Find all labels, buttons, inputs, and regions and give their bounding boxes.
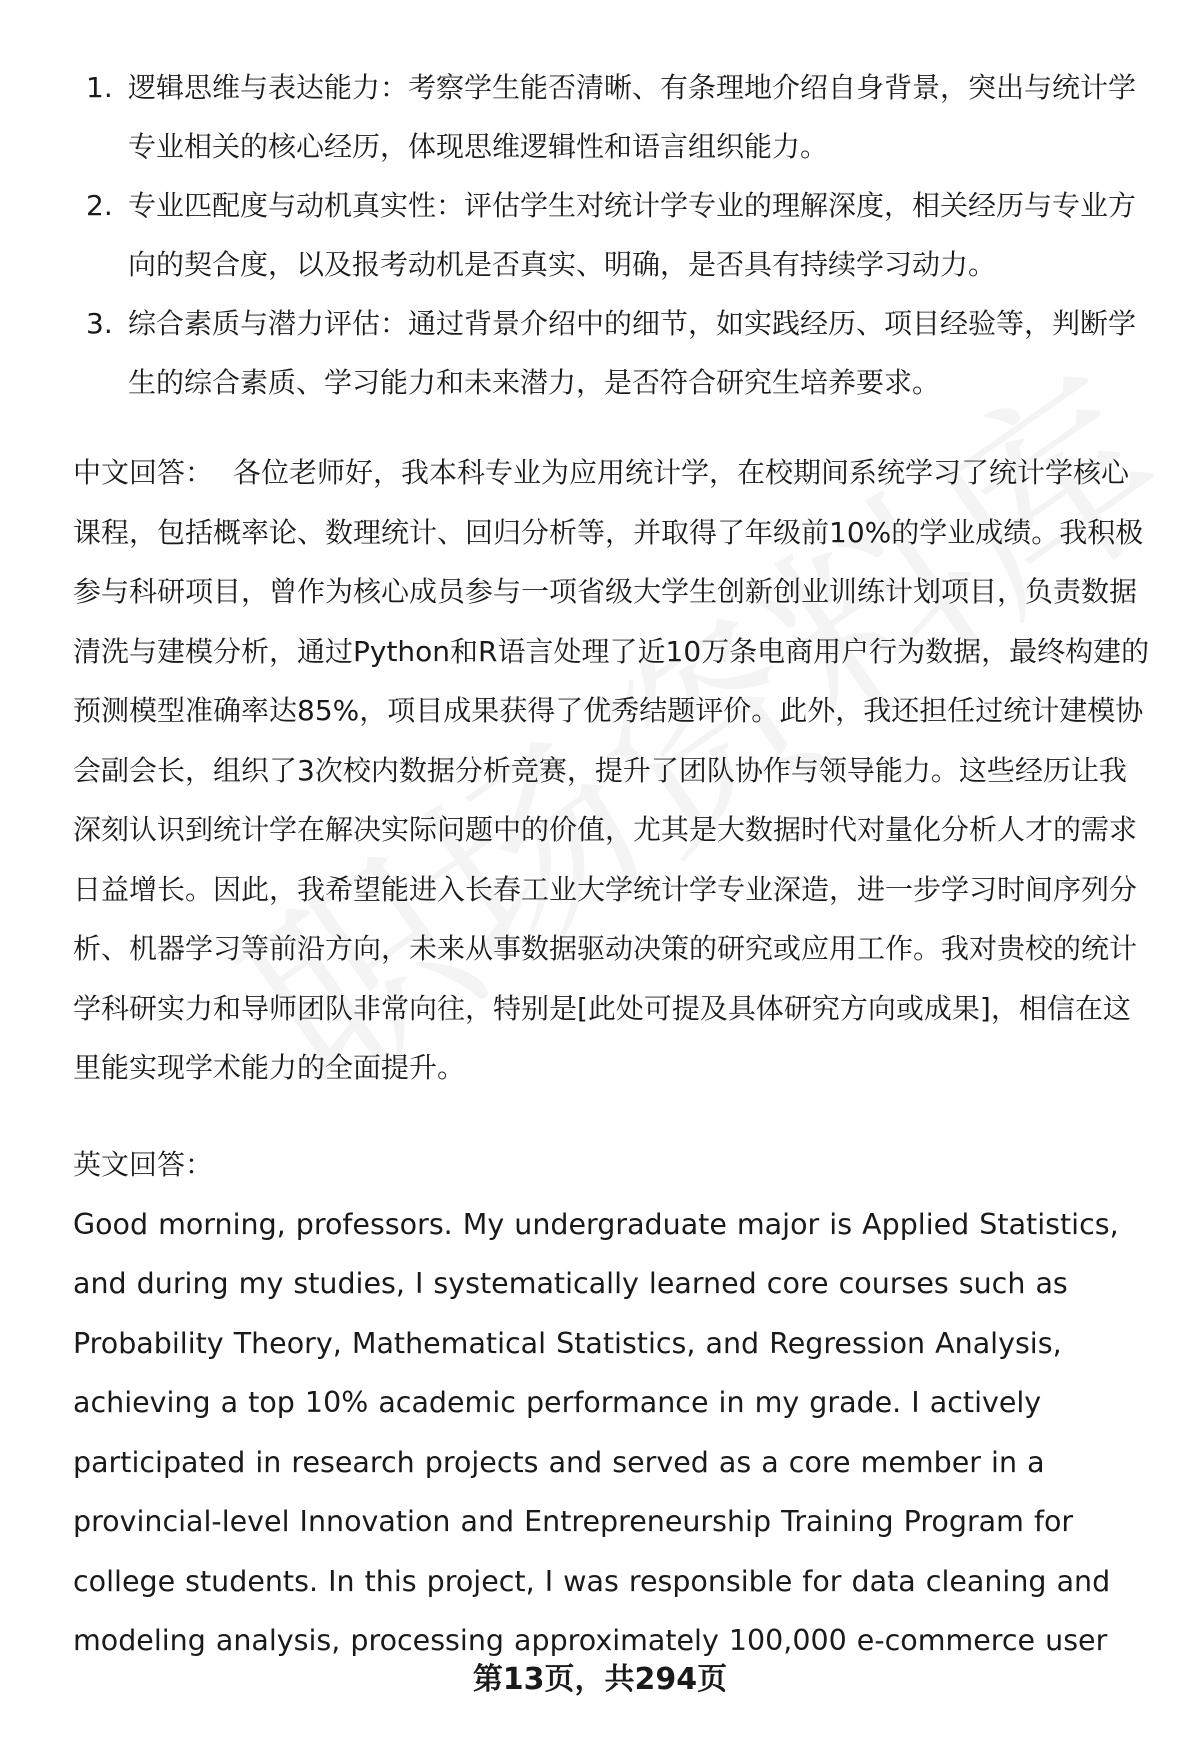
criteria-item (0, 294, 1200, 412)
evaluation-criteria-list (0, 58, 1200, 412)
chinese-answer-label: 中文回答： (73, 456, 214, 489)
criteria-number: 1. (86, 71, 113, 104)
criteria-item (0, 176, 1200, 294)
english-answer-section (73, 1135, 1153, 1671)
criteria-text: 逻辑思维与表达能力：考察学生能否清晰、有条理地介绍自身背景，突出与统计学专业相关的核心经历，体现思维逻辑性和语言组织能力。 (128, 71, 1137, 163)
criteria-text: 综合素质与潜力评估：通过背景介绍中的细节，如实践经历、项目经验等，判断学生的综合素质、学习能力和未来潜力，是否符合研究生培养要求。 (128, 307, 1137, 399)
criteria-text: 专业匹配度与动机真实性：评估学生对统计学专业的理解深度，相关经历与专业方向的契合度，以及报考动机是否真实、明确，是否具有持续学习动力。 (128, 189, 1137, 281)
criteria-number: 2. (86, 189, 113, 222)
english-answer-body: Good morning, professors. My undergraduate major is Applied Statistics, and during my studies, I systematically learned core courses such as Probability Theory, Mathematical Statistics, and Regression Analysis, achieving a top 10% academic performance in my grade. I actively participated in research projects and served as a core member in a provincial-level Innovation and Entrepreneurship Training Program for college students. In this project, I was responsible for data cleaning and modeling analysis, processing approximately 100,000 e-commerce user (73, 1207, 1119, 1657)
criteria-number: 3. (86, 307, 113, 340)
page-footer: 第13页，共294页 (472, 1662, 728, 1697)
english-answer-label: 英文回答： (73, 1148, 214, 1181)
criteria-item (0, 58, 1200, 176)
chinese-answer-body: 各位老师好，我本科专业为应用统计学，在校期间系统学习了统计学核心课程，包括概率论、数理统计、回归分析等，并取得了年级前10%的学业成绩。我积极参与科研项目，曾作为核心成员参与一项省级大学生创新创业训练计划项目，负责数据清洗与建模分析，通过Python和R语言处理了近10万条电商用户行为数据，最终构建的预测模型准确率达85%，项目成果获得了优秀结题评价。此外，我还担任过统计建模协会副会长，组织了3次校内数据分析竞赛，提升了团队协作与领导能力。这些经历让我深刻认识到统计学在解决实际问题中的价值，尤其是大数据时代对量化分析人才的需求日益增长。因此，我希望能进入长春工业大学统计学专业深造，进一步学习时间序列分析、机器学习等前沿方向，未来从事数据驱动决策的研究或应用工作。我对贵校的统计学科研实力和导师团队非常向往，特别是[此处可提及具体研究方向或成果]，相信在这里能实现学术能力的全面提升。 (73, 456, 1150, 1084)
chinese-answer-section (73, 443, 1153, 1098)
